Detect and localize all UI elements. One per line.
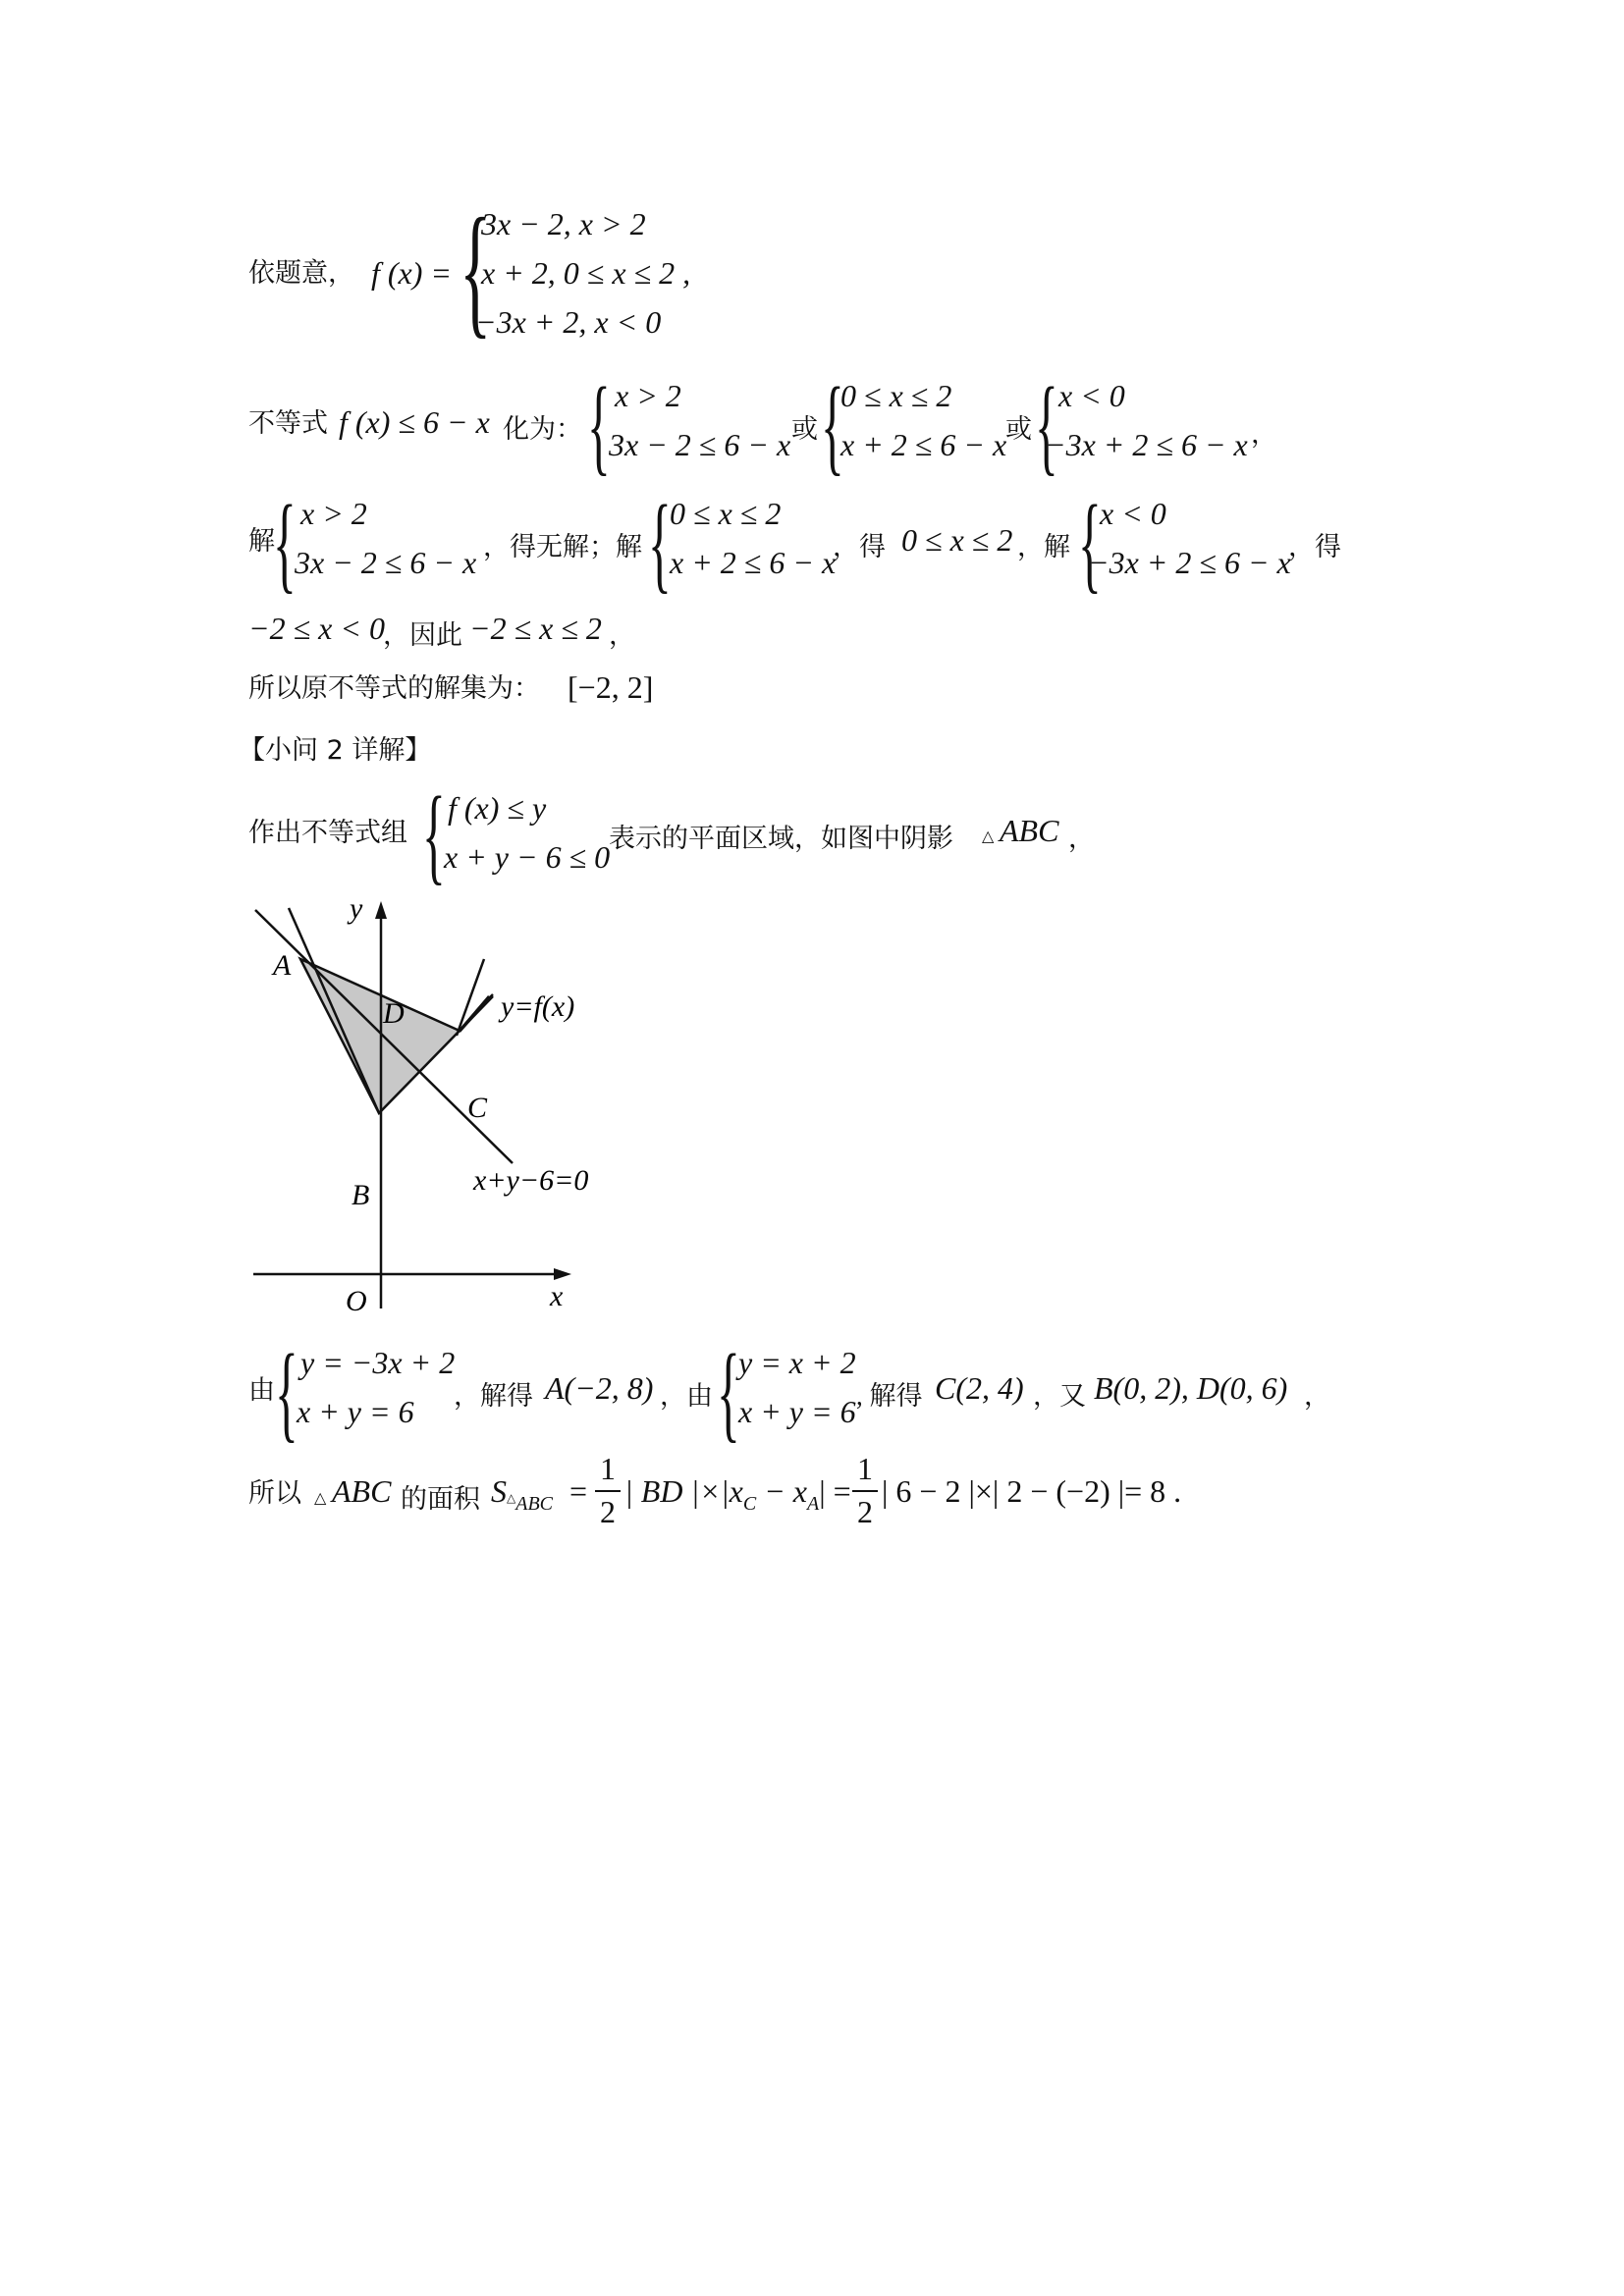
area-symbol: $S\triangle_{ABC}$ — [491, 1473, 554, 1515]
text-solve-3: ，解 — [1017, 532, 1070, 561]
l3-sys3-row1: x < 0 — [1100, 496, 1166, 531]
point-c: C(2, 4) — [935, 1370, 1024, 1406]
label-point-a: A — [273, 949, 292, 982]
text-area: 的面积 — [401, 1484, 480, 1514]
x-arrow — [554, 1268, 571, 1280]
section-heading: 【小问 2 详解】 — [239, 735, 432, 766]
label-y-axis: y — [350, 892, 363, 925]
frac2-bar — [852, 1490, 878, 1492]
text-from-2: ，由 — [660, 1381, 713, 1411]
l8-sys2-row1: y = x + 2 — [738, 1345, 856, 1380]
text-get: ，得 — [1288, 532, 1341, 561]
frac1-denominator: 2 — [600, 1494, 616, 1529]
brace: { — [717, 1332, 740, 1452]
l3-sys2-row2: x + 2 ≤ 6 − x — [670, 545, 837, 580]
triangle-icon: △ — [982, 828, 995, 845]
l8-sys1-row2: x + y = 6 — [297, 1394, 414, 1429]
label-line: x+y−6=0 — [473, 1164, 589, 1197]
text-from: 由 — [248, 1375, 275, 1406]
result-3: −2 ≤ x < 0 — [248, 611, 385, 646]
frac2-denominator: 2 — [857, 1494, 873, 1529]
text-comma: ， — [1068, 824, 1095, 853]
brace: { — [587, 365, 611, 485]
y-arrow — [375, 901, 387, 919]
label-curve: y=f(x) — [501, 990, 575, 1023]
sys1-row1: x > 2 — [615, 378, 681, 413]
text-or: 或 — [1005, 414, 1032, 444]
l3-sys3-row2: −3x + 2 ≤ 6 − x — [1088, 545, 1291, 580]
formula-part-1: | BD $|\times|x_C - x_A|$ = — [624, 1473, 851, 1515]
label-origin: O — [346, 1285, 367, 1317]
label-point-c: C — [467, 1092, 488, 1124]
sys3-row2: −3x + 2 ≤ 6 − x — [1045, 427, 1248, 462]
function-lhs: f (x) = — [371, 255, 452, 291]
text-comma: ， — [1304, 1381, 1330, 1411]
l8-sys2-row2: x + y = 6 — [738, 1394, 856, 1429]
frac1-numerator: 1 — [600, 1451, 616, 1486]
case-2: x + 2, 0 ≤ x ≤ 2 , — [481, 255, 691, 291]
label-point-d: D — [383, 997, 405, 1030]
brace: { — [422, 774, 446, 894]
sys2-row1: 0 ≤ x ≤ 2 — [840, 378, 952, 413]
text-inequality-prefix: 不等式 — [248, 408, 328, 439]
curve-steep-right — [457, 959, 484, 1036]
frac2-numerator: 1 — [857, 1451, 873, 1486]
text-intro: 依题意， — [248, 258, 354, 289]
text-draw: 作出不等式组 — [248, 818, 407, 848]
region-figure — [236, 888, 628, 1320]
brace: { — [273, 483, 297, 603]
label-x-axis: x — [550, 1280, 564, 1312]
brace: { — [821, 365, 844, 485]
triangle-name: ABC — [332, 1473, 392, 1509]
triangle-icon: △ — [314, 1490, 327, 1507]
brace: { — [1035, 365, 1058, 485]
text-solution-set: 所以原不等式的解集为： — [248, 673, 540, 704]
sys2-row2: x + 2 ≤ 6 − x — [840, 427, 1007, 462]
text-region: 表示的平面区域，如图中阴影 — [609, 824, 953, 853]
brace: { — [460, 188, 492, 351]
triangle-name: ABC — [1000, 813, 1059, 848]
result-2: 0 ≤ x ≤ 2 — [901, 522, 1013, 558]
text-transform: 化为： — [503, 414, 582, 444]
l3-sys1-row1: x > 2 — [300, 496, 367, 531]
text-comma: ， — [609, 620, 635, 650]
sys1-row2: 3x − 2 ≤ 6 − x — [609, 427, 791, 462]
text-solved: ，解得 — [454, 1381, 533, 1411]
brace: { — [1078, 483, 1102, 603]
l8-sys1-row1: y = −3x + 2 — [300, 1345, 456, 1380]
label-point-b: B — [352, 1179, 370, 1211]
points-b-d: B(0, 2), D(0, 6) — [1094, 1370, 1288, 1406]
sys3-row1: x < 0 — [1058, 378, 1125, 413]
frac1-bar — [595, 1490, 621, 1492]
brace: { — [275, 1332, 298, 1452]
point-a: A(−2, 8) — [545, 1370, 654, 1406]
equals: = — [569, 1473, 588, 1509]
text-comma: ， — [1251, 419, 1277, 449]
text-solve: 解 — [248, 526, 275, 557]
case-1: 3x − 2, x > 2 — [481, 206, 646, 241]
l7-sys-row2: x + y − 6 ≤ 0 — [444, 839, 611, 875]
l7-sys-row1: f (x) ≤ y — [448, 790, 547, 826]
formula-part-2: | 6 − 2 |×| 2 − (−2) |= 8 . — [882, 1473, 1182, 1509]
inequality: f (x) ≤ 6 − x — [339, 404, 490, 440]
line-x-plus-y — [255, 910, 513, 1163]
text-also: ，又 — [1033, 1381, 1086, 1411]
solution-set: [−2, 2] — [568, 669, 654, 705]
text-or: 或 — [791, 414, 818, 444]
text-therefore: ，因此 — [383, 620, 462, 650]
case-3: −3x + 2, x < 0 — [475, 304, 662, 340]
text-get: ，得 — [833, 532, 886, 561]
text-so: 所以 — [248, 1478, 301, 1509]
text-solved-2: , 解得 — [856, 1381, 923, 1411]
l3-sys2-row1: 0 ≤ x ≤ 2 — [670, 496, 782, 531]
l3-sys1-row2: 3x − 2 ≤ 6 − x — [295, 545, 477, 580]
brace: { — [648, 483, 672, 603]
combined-result: −2 ≤ x ≤ 2 — [469, 611, 602, 646]
text-no-solution: ，得无解；解 — [483, 532, 642, 561]
